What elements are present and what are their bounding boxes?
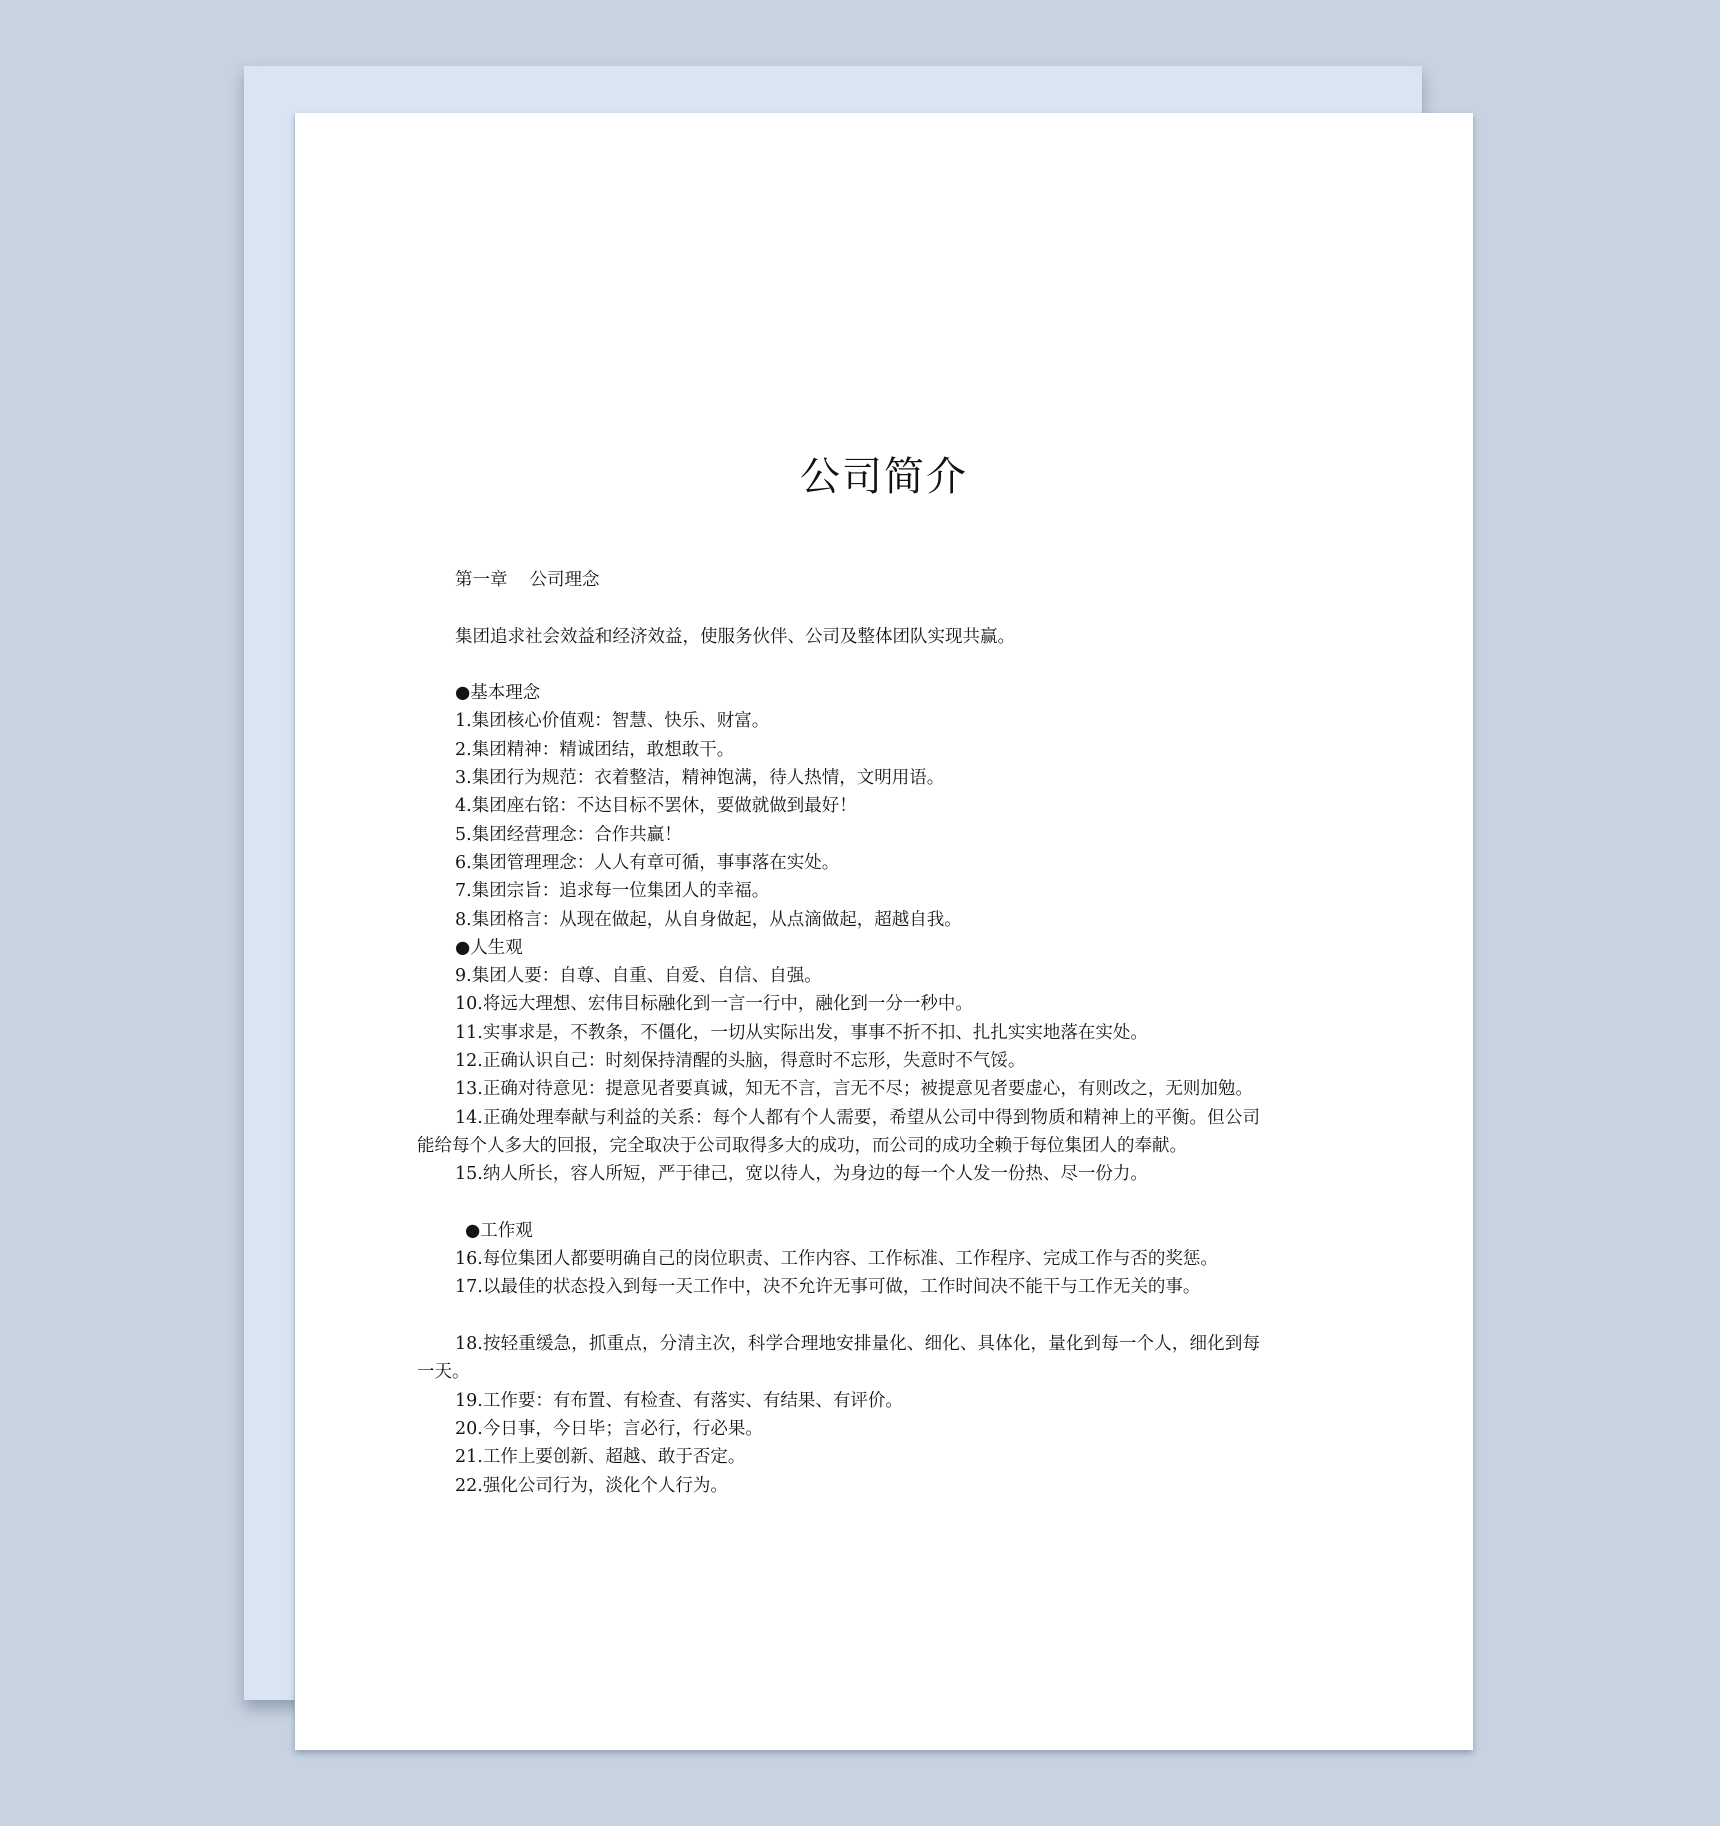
- list-item: 18.按轻重缓急，抓重点，分清主次，科学合理地安排量化、细化、具体化，量化到每一个人，细化到每一天。: [417, 1334, 1260, 1383]
- list-item: 5.集团经营理念：合作共赢！: [455, 824, 682, 845]
- list-item: 10.将远大理想、宏伟目标融化到一言一行中，融化到一分一秒中。: [455, 994, 973, 1015]
- list-item: 2.集团精神：精诚团结，敢想敢干。: [455, 739, 735, 760]
- document-body: [417, 566, 1260, 1500]
- list-item: 20.今日事，今日毕；言必行，行必果。: [455, 1418, 763, 1439]
- list-item: 7.集团宗旨：追求每一位集团人的幸福。: [455, 881, 770, 902]
- list-item: 13.正确对待意见：提意见者要真诚，知无不言，言无不尽；被提意见者要虚心，有则改之，无则加勉。: [455, 1079, 1253, 1100]
- list-item: 21.工作上要创新、超越、敢于否定。: [455, 1447, 746, 1468]
- list-item: 12.正确认识自己：时刻保持清醒的头脑，得意时不忘形，失意时不气馁。: [455, 1051, 1026, 1072]
- list-item: 3.集团行为规范：衣着整洁，精神饱满，待人热情，文明用语。: [455, 768, 945, 789]
- list-item: 17.以最佳的状态投入到每一天工作中，决不允许无事可做，工作时间决不能干与工作无关的事。: [455, 1277, 1201, 1298]
- chapter-heading: [455, 566, 1260, 594]
- list-item: 19.工作要：有布置、有检查、有落实、有结果、有评价。: [455, 1390, 903, 1411]
- section-heading-basic-philosophy: ●基本理念: [455, 683, 541, 704]
- page-title: 公司简介: [800, 454, 968, 500]
- document-page: [295, 113, 1473, 1750]
- list-item: 15.纳人所长，容人所短，严于律己，宽以待人，为身边的每一个人发一份热、尽一份力。: [455, 1164, 1148, 1185]
- list-item: 22.强化公司行为，淡化个人行为。: [455, 1475, 728, 1496]
- chapter-name: 公司理念: [529, 570, 600, 590]
- list-item: 16.每位集团人都要明确自己的岗位职责、工作内容、工作标准、工作程序、完成工作与否的奖惩。: [455, 1249, 1218, 1270]
- list-item: 1.集团核心价值观：智慧、快乐、财富。: [455, 711, 770, 732]
- list-item: 8.集团格言：从现在做起，从自身做起，从点滴做起，超越自我。: [455, 909, 962, 930]
- intro-paragraph: 集团追求社会效益和经济效益，使服务伙伴、公司及整体团队实现共赢。: [455, 626, 1015, 647]
- list-item: 6.集团管理理念：人人有章可循，事事落在实处。: [455, 852, 840, 873]
- list-item: 11.实事求是，不教条，不僵化，一切从实际出发，事事不折不扣、扎扎实实地落在实处。: [455, 1022, 1148, 1043]
- list-item: 4.集团座右铭：不达目标不罢休，要做就做到最好！: [455, 796, 857, 817]
- chapter-label: 第一章: [455, 570, 508, 590]
- section-heading-work-outlook: ●工作观: [465, 1220, 533, 1241]
- section-heading-outlook-on-life: ●人生观: [455, 937, 523, 958]
- list-item: 9.集团人要：自尊、自重、自爱、自信、自强。: [455, 966, 822, 987]
- list-item: 14.正确处理奉献与利益的关系：每个人都有个人需要，希望从公司中得到物质和精神上的平衡。但公司能给每个人多大的回报，完全取决于公司取得多大的成功，而公司的成功全赖于每位集团人的奉献。: [417, 1107, 1260, 1156]
